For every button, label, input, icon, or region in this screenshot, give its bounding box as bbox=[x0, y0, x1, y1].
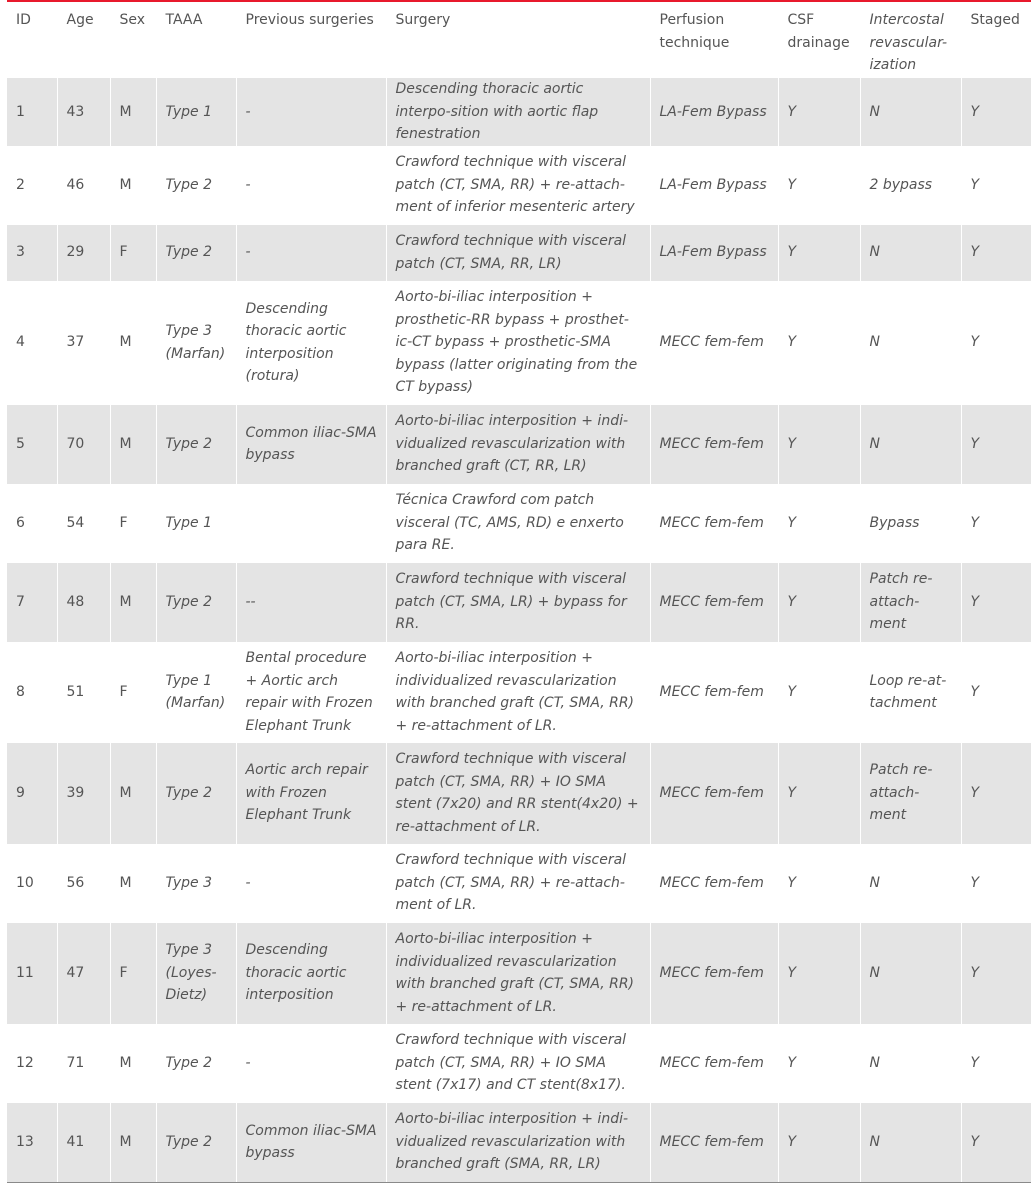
cell-perfusion-technique: LA-Fem Bypass bbox=[650, 78, 778, 146]
cell-staged: Y bbox=[961, 484, 1031, 563]
cell-id: 12 bbox=[7, 1024, 57, 1103]
col-header-csf-drainage: CSF drainage bbox=[778, 2, 860, 78]
cell-age: 46 bbox=[57, 146, 110, 225]
cell-intercostal-revascularization: Bypass bbox=[860, 484, 961, 563]
data-table-container bbox=[7, 0, 1031, 1183]
cell-perfusion-technique: MECC fem-fem bbox=[650, 743, 778, 844]
cell-staged: Y bbox=[961, 78, 1031, 146]
cell-age: 43 bbox=[57, 78, 110, 146]
cell-previous-surgeries bbox=[236, 484, 386, 563]
cell-perfusion-technique: MECC fem-fem bbox=[650, 281, 778, 405]
cell-surgery: Crawford technique with visceral patch (CT, SMA, RR) + IO SMA stent (7x17) and CT stent(8x17). bbox=[386, 1024, 650, 1103]
cell-sex: M bbox=[110, 281, 156, 405]
cell-perfusion-technique: MECC fem-fem bbox=[650, 1103, 778, 1182]
cell-perfusion-technique: MECC fem-fem bbox=[650, 405, 778, 484]
cell-intercostal-revascularization: Patch re-attach-ment bbox=[860, 563, 961, 642]
table-row bbox=[7, 78, 1031, 146]
cell-previous-surgeries: - bbox=[236, 225, 386, 281]
cell-perfusion-technique: MECC fem-fem bbox=[650, 563, 778, 642]
table-row bbox=[7, 923, 1031, 1024]
cell-intercostal-revascularization: N bbox=[860, 1024, 961, 1103]
cell-csf-drainage: Y bbox=[778, 484, 860, 563]
cell-id: 6 bbox=[7, 484, 57, 563]
table-body bbox=[7, 78, 1031, 1182]
cell-taaa: Type 2 bbox=[156, 1024, 236, 1103]
cell-sex: M bbox=[110, 1024, 156, 1103]
cell-surgery: Crawford technique with visceral patch (CT, SMA, RR) + re-attach-ment of LR. bbox=[386, 844, 650, 923]
cell-csf-drainage: Y bbox=[778, 743, 860, 844]
cell-perfusion-technique: MECC fem-fem bbox=[650, 1024, 778, 1103]
cell-staged: Y bbox=[961, 1024, 1031, 1103]
cell-taaa: Type 2 bbox=[156, 563, 236, 642]
cell-previous-surgeries: - bbox=[236, 1024, 386, 1103]
cell-sex: M bbox=[110, 1103, 156, 1182]
cell-age: 51 bbox=[57, 642, 110, 743]
cell-surgery: Técnica Crawford com patch visceral (TC, AMS, RD) e enxerto para RE. bbox=[386, 484, 650, 563]
col-header-perfusion-technique: Perfusion technique bbox=[650, 2, 778, 78]
cell-surgery: Crawford technique with visceral patch (CT, SMA, RR, LR) bbox=[386, 225, 650, 281]
cell-intercostal-revascularization: N bbox=[860, 78, 961, 146]
table-row bbox=[7, 1103, 1031, 1182]
cell-staged: Y bbox=[961, 642, 1031, 743]
table-row bbox=[7, 1024, 1031, 1103]
col-header-taaa: TAAA bbox=[156, 2, 236, 78]
cell-perfusion-technique: MECC fem-fem bbox=[650, 484, 778, 563]
cell-csf-drainage: Y bbox=[778, 146, 860, 225]
col-header-sex: Sex bbox=[110, 2, 156, 78]
cell-staged: Y bbox=[961, 405, 1031, 484]
cell-id: 11 bbox=[7, 923, 57, 1024]
cell-age: 71 bbox=[57, 1024, 110, 1103]
cell-sex: F bbox=[110, 642, 156, 743]
cell-id: 1 bbox=[7, 78, 57, 146]
table-row bbox=[7, 405, 1031, 484]
cell-intercostal-revascularization: 2 bypass bbox=[860, 146, 961, 225]
cell-id: 13 bbox=[7, 1103, 57, 1182]
cell-previous-surgeries: Descending thoracic aortic interposition bbox=[236, 923, 386, 1024]
cell-id: 7 bbox=[7, 563, 57, 642]
cell-perfusion-technique: LA-Fem Bypass bbox=[650, 225, 778, 281]
col-header-age: Age bbox=[57, 2, 110, 78]
cell-taaa: Type 3 bbox=[156, 844, 236, 923]
cell-previous-surgeries: Common iliac-SMA bypass bbox=[236, 1103, 386, 1182]
header-row bbox=[7, 2, 1031, 78]
cell-sex: M bbox=[110, 844, 156, 923]
cell-intercostal-revascularization: N bbox=[860, 281, 961, 405]
cell-age: 70 bbox=[57, 405, 110, 484]
cell-taaa: Type 2 bbox=[156, 225, 236, 281]
cell-taaa: Type 2 bbox=[156, 743, 236, 844]
cell-staged: Y bbox=[961, 743, 1031, 844]
cell-csf-drainage: Y bbox=[778, 844, 860, 923]
cell-id: 4 bbox=[7, 281, 57, 405]
cell-taaa: Type 2 bbox=[156, 405, 236, 484]
cell-age: 29 bbox=[57, 225, 110, 281]
cell-csf-drainage: Y bbox=[778, 405, 860, 484]
cell-staged: Y bbox=[961, 563, 1031, 642]
col-header-previous-surgeries: Previous surgeries bbox=[236, 2, 386, 78]
cell-csf-drainage: Y bbox=[778, 225, 860, 281]
cell-sex: F bbox=[110, 923, 156, 1024]
cell-taaa: Type 3 (Loyes-Dietz) bbox=[156, 923, 236, 1024]
cell-sex: M bbox=[110, 563, 156, 642]
cell-previous-surgeries: - bbox=[236, 146, 386, 225]
cell-staged: Y bbox=[961, 1103, 1031, 1182]
cell-intercostal-revascularization: N bbox=[860, 1103, 961, 1182]
cell-previous-surgeries: Aortic arch repair with Frozen Elephant Trunk bbox=[236, 743, 386, 844]
cell-staged: Y bbox=[961, 281, 1031, 405]
cell-age: 39 bbox=[57, 743, 110, 844]
cell-age: 37 bbox=[57, 281, 110, 405]
cell-csf-drainage: Y bbox=[778, 281, 860, 405]
cell-age: 47 bbox=[57, 923, 110, 1024]
cell-surgery: Descending thoracic aortic interpo-sition with aortic flap fenestration bbox=[386, 78, 650, 146]
cell-previous-surgeries: Common iliac-SMA bypass bbox=[236, 405, 386, 484]
cell-id: 2 bbox=[7, 146, 57, 225]
table-row bbox=[7, 281, 1031, 405]
cell-intercostal-revascularization: N bbox=[860, 923, 961, 1024]
col-header-id: ID bbox=[7, 2, 57, 78]
cell-csf-drainage: Y bbox=[778, 642, 860, 743]
cell-id: 9 bbox=[7, 743, 57, 844]
cell-surgery: Crawford technique with visceral patch (CT, SMA, LR) + bypass for RR. bbox=[386, 563, 650, 642]
cell-taaa: Type 2 bbox=[156, 1103, 236, 1182]
cell-csf-drainage: Y bbox=[778, 563, 860, 642]
table-row bbox=[7, 146, 1031, 225]
cell-csf-drainage: Y bbox=[778, 1103, 860, 1182]
cell-taaa: Type 1 (Marfan) bbox=[156, 642, 236, 743]
table-row bbox=[7, 225, 1031, 281]
cell-id: 8 bbox=[7, 642, 57, 743]
cell-csf-drainage: Y bbox=[778, 923, 860, 1024]
cell-age: 48 bbox=[57, 563, 110, 642]
cell-csf-drainage: Y bbox=[778, 1024, 860, 1103]
cell-perfusion-technique: MECC fem-fem bbox=[650, 923, 778, 1024]
table-row bbox=[7, 642, 1031, 743]
surgery-table bbox=[7, 2, 1031, 1182]
cell-perfusion-technique: LA-Fem Bypass bbox=[650, 146, 778, 225]
cell-age: 56 bbox=[57, 844, 110, 923]
cell-intercostal-revascularization: N bbox=[860, 405, 961, 484]
table-row bbox=[7, 743, 1031, 844]
cell-surgery: Aorto-bi-iliac interposition + individualized revascularization with branched graft (CT, SMA, RR) + re-attachment of LR. bbox=[386, 642, 650, 743]
cell-taaa: Type 1 bbox=[156, 78, 236, 146]
col-header-surgery: Surgery bbox=[386, 2, 650, 78]
cell-age: 41 bbox=[57, 1103, 110, 1182]
bottom-rule bbox=[7, 1182, 1031, 1183]
cell-intercostal-revascularization: N bbox=[860, 225, 961, 281]
cell-previous-surgeries: -- bbox=[236, 563, 386, 642]
cell-intercostal-revascularization: N bbox=[860, 844, 961, 923]
cell-surgery: Crawford technique with visceral patch (CT, SMA, RR) + IO SMA stent (7x20) and RR stent(4x20) + re-attachment of LR. bbox=[386, 743, 650, 844]
cell-sex: F bbox=[110, 225, 156, 281]
cell-perfusion-technique: MECC fem-fem bbox=[650, 844, 778, 923]
cell-sex: M bbox=[110, 78, 156, 146]
col-header-intercostal-revascularization: Intercostal revascular-ization bbox=[860, 2, 961, 78]
cell-staged: Y bbox=[961, 225, 1031, 281]
cell-previous-surgeries: - bbox=[236, 78, 386, 146]
cell-taaa: Type 1 bbox=[156, 484, 236, 563]
cell-surgery: Aorto-bi-iliac interposition + indi-vidualized revascularization with branched graft (SMA, RR, LR) bbox=[386, 1103, 650, 1182]
cell-surgery: Aorto-bi-iliac interposition + individualized revascularization with branched graft (CT, SMA, RR) + re-attachment of LR. bbox=[386, 923, 650, 1024]
cell-surgery: Crawford technique with visceral patch (CT, SMA, RR) + re-attach-ment of inferior mesenteric artery bbox=[386, 146, 650, 225]
cell-id: 10 bbox=[7, 844, 57, 923]
table-row bbox=[7, 844, 1031, 923]
cell-surgery: Aorto-bi-iliac interposition + prosthetic-RR bypass + prosthet-ic-CT bypass + prosthetic-SMA bypass (latter originating from the CT bypass) bbox=[386, 281, 650, 405]
cell-staged: Y bbox=[961, 146, 1031, 225]
cell-taaa: Type 3 (Marfan) bbox=[156, 281, 236, 405]
cell-taaa: Type 2 bbox=[156, 146, 236, 225]
cell-previous-surgeries: Descending thoracic aortic interposition (rotura) bbox=[236, 281, 386, 405]
cell-sex: M bbox=[110, 743, 156, 844]
cell-surgery: Aorto-bi-iliac interposition + indi-vidualized revascularization with branched graft (CT, RR, LR) bbox=[386, 405, 650, 484]
cell-previous-surgeries: Bental procedure + Aortic arch repair with Frozen Elephant Trunk bbox=[236, 642, 386, 743]
col-header-staged: Staged bbox=[961, 2, 1031, 78]
cell-id: 3 bbox=[7, 225, 57, 281]
cell-intercostal-revascularization: Loop re-at-tachment bbox=[860, 642, 961, 743]
cell-previous-surgeries: - bbox=[236, 844, 386, 923]
cell-id: 5 bbox=[7, 405, 57, 484]
cell-sex: F bbox=[110, 484, 156, 563]
table-row bbox=[7, 484, 1031, 563]
cell-age: 54 bbox=[57, 484, 110, 563]
cell-staged: Y bbox=[961, 844, 1031, 923]
cell-sex: M bbox=[110, 146, 156, 225]
cell-sex: M bbox=[110, 405, 156, 484]
cell-perfusion-technique: MECC fem-fem bbox=[650, 642, 778, 743]
cell-staged: Y bbox=[961, 923, 1031, 1024]
cell-intercostal-revascularization: Patch re-attach-ment bbox=[860, 743, 961, 844]
table-row bbox=[7, 563, 1031, 642]
cell-csf-drainage: Y bbox=[778, 78, 860, 146]
